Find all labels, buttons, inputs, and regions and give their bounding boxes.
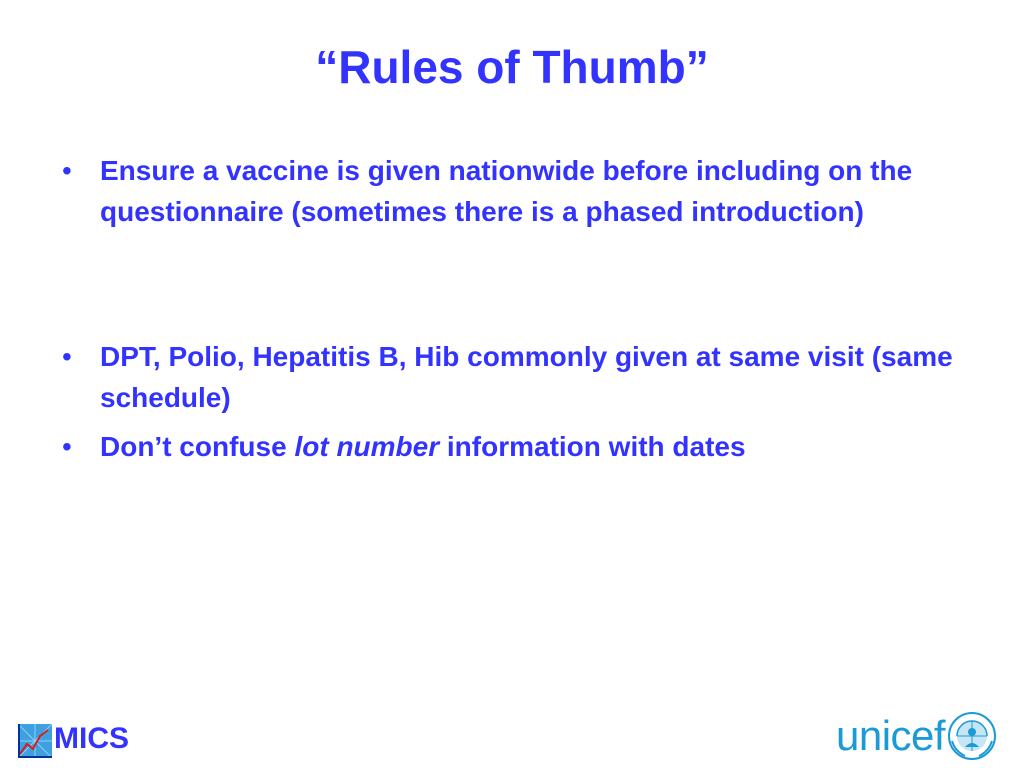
bullet-item — [62, 336, 982, 418]
bullet-item — [62, 426, 982, 467]
unicef-logo — [836, 710, 997, 762]
slide-title: “Rules of Thumb” — [315, 41, 709, 93]
bullet-text-after: information with dates — [439, 431, 746, 462]
bullet-list — [62, 150, 982, 467]
bullet-text: Ensure a vaccine is given nationwide before including on the questionnaire (sometimes there is a phased introduction) — [100, 155, 913, 227]
bullet-marker: • — [62, 431, 72, 462]
mics-logo — [18, 718, 129, 762]
bullet-marker: • — [62, 155, 72, 186]
unicef-emblem-icon — [947, 711, 997, 761]
bullet-text-italic: lot number — [294, 431, 440, 462]
bullet-text: DPT, Polio, Hepatitis B, Hib commonly given at same visit (same schedule) — [100, 341, 953, 413]
mics-chart-icon — [18, 724, 52, 758]
bullet-item — [62, 150, 982, 232]
mics-logo-text: MICS — [54, 722, 129, 755]
unicef-logo-text: unicef — [836, 712, 946, 759]
bullet-marker: • — [62, 341, 72, 372]
bullet-text-before: Don’t confuse — [100, 431, 295, 462]
